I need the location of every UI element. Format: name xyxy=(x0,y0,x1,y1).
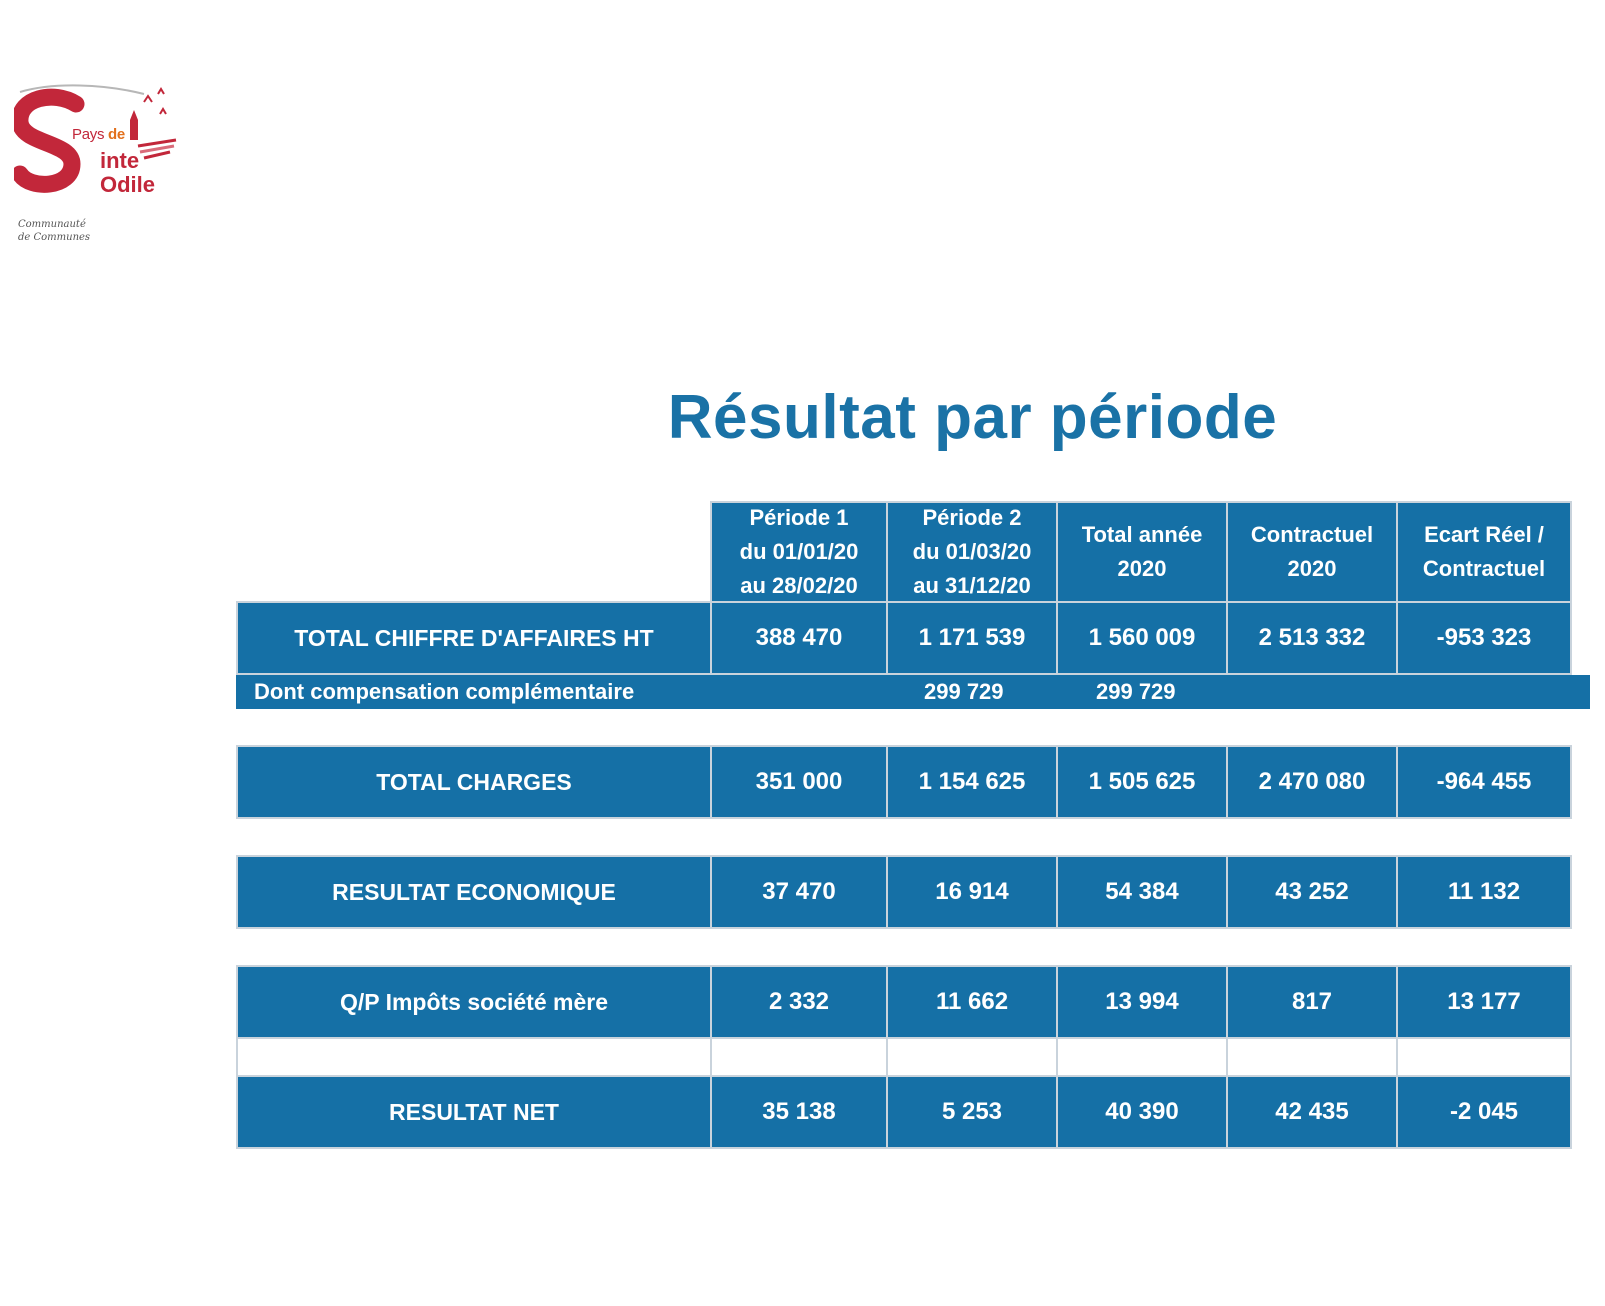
spacer-cell xyxy=(886,1037,1058,1077)
row-label-compensation: Dont compensation complémentaire xyxy=(254,679,635,704)
logo-text-odile: Odile xyxy=(100,172,156,197)
table-cell: 2 513 332 xyxy=(1226,601,1398,675)
spacer-cell xyxy=(1226,1037,1398,1077)
table-cell: 37 470 xyxy=(710,855,888,929)
table-cell: 42 435 xyxy=(1226,1075,1398,1149)
table-cell: 54 384 xyxy=(1056,855,1228,929)
column-header-periode-2: Période 2 du 01/03/20 au 31/12/20 xyxy=(886,501,1058,603)
table-cell: 11 132 xyxy=(1396,855,1572,929)
logo-text-pays: Pays de xyxy=(72,126,125,143)
table-cell: 1 154 625 xyxy=(886,745,1058,819)
table-cell: -964 455 xyxy=(1396,745,1572,819)
table-cell: 40 390 xyxy=(1056,1075,1228,1149)
table-cell: 2 470 080 xyxy=(1226,745,1398,819)
table-cell: 817 xyxy=(1226,965,1398,1039)
table-cell: -953 323 xyxy=(1396,601,1572,675)
spacer-cell xyxy=(710,1037,888,1077)
logo-text-inte: inte xyxy=(100,148,140,173)
table-cell: 13 994 xyxy=(1056,965,1228,1039)
table-cell: 2 332 xyxy=(710,965,888,1039)
table-cell: 299 729 xyxy=(1096,679,1176,704)
table-cell: 5 253 xyxy=(886,1075,1058,1149)
table-cell: 351 000 xyxy=(710,745,888,819)
table-cell: 16 914 xyxy=(886,855,1058,929)
row-label-net: RESULTAT NET xyxy=(236,1075,712,1149)
row-label-charges: TOTAL CHARGES xyxy=(236,745,712,819)
column-header-total-annee: Total année 2020 xyxy=(1056,501,1228,603)
logo-graphic xyxy=(14,80,184,220)
row-compensation xyxy=(236,675,1590,709)
column-header-contractuel: Contractuel 2020 xyxy=(1226,501,1398,603)
spacer-cell xyxy=(1396,1037,1572,1077)
table-cell: 388 470 xyxy=(710,601,888,675)
table-cell: 1 560 009 xyxy=(1056,601,1228,675)
table-cell: -2 045 xyxy=(1396,1075,1572,1149)
spacer-cell xyxy=(236,1037,712,1077)
table-cell: 13 177 xyxy=(1396,965,1572,1039)
column-header-ecart: Ecart Réel / Contractuel xyxy=(1396,501,1572,603)
logo xyxy=(14,80,184,250)
table-cell: 11 662 xyxy=(886,965,1058,1039)
table-cell: 35 138 xyxy=(710,1075,888,1149)
table-cell: 299 729 xyxy=(924,679,1004,704)
row-label-impots: Q/P Impôts société mère xyxy=(236,965,712,1039)
row-label-economique: RESULTAT ECONOMIQUE xyxy=(236,855,712,929)
column-header-periode-1: Période 1 du 01/01/20 au 28/02/20 xyxy=(710,501,888,603)
row-label-ca: TOTAL CHIFFRE D'AFFAIRES HT xyxy=(236,601,712,675)
table-cell: 1 505 625 xyxy=(1056,745,1228,819)
logo-caption: Communauté de Communes xyxy=(18,219,91,243)
table-cell: 1 171 539 xyxy=(886,601,1058,675)
spacer-cell xyxy=(1056,1037,1228,1077)
table-cell: 43 252 xyxy=(1226,855,1398,929)
page-title: Résultat par période xyxy=(667,383,1278,452)
